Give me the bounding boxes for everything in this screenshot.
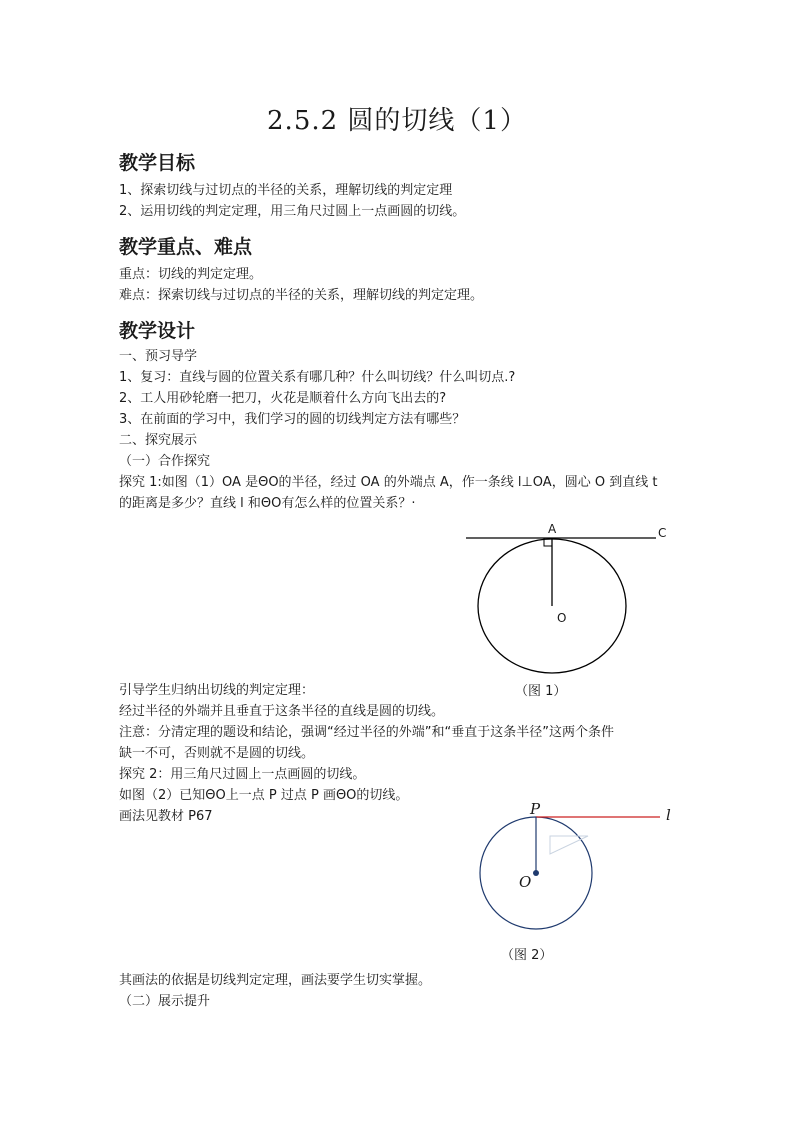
body-line: 3、在前面的学习中，我们学习的圆的切线判定方法有哪些？ [119, 412, 466, 427]
label-a: A [548, 522, 557, 536]
body-line: 2、工人用砂轮磨一把刀，火花是顺着什么方向飞出去的? [119, 391, 447, 406]
body-line: 注意：分清定理的题设和结论，强调“经过半径的外端”和“垂直于这条半径”这两个条件 [119, 725, 614, 740]
figure-2-diagram [470, 800, 670, 940]
body-line: 1、复习：直线与圆的位置关系有哪几种？什么叫切线？什么叫切点.? [119, 370, 516, 385]
body-line: 一、预习导学 [119, 349, 198, 364]
body-line: 探究 1:如图（1）OA 是ΘO的半径，经过 OA 的外端点 A，作一条线 l⊥OA，圆心 O 到直线 t [119, 475, 658, 490]
label-p: P [530, 800, 541, 818]
body-line: 画法见教材 P67 [119, 809, 213, 824]
heading-design: 教学设计 [119, 320, 196, 342]
body-line: 其画法的依据是切线判定定理，画法要学生切实掌握。 [119, 973, 432, 988]
body-line: 经过半径的外端并且垂直于这条半径的直线是圆的切线。 [119, 704, 445, 719]
center-point [533, 870, 539, 876]
body-line: （一）合作探究 [119, 454, 211, 469]
label-l: l [666, 806, 671, 824]
label-o: O [557, 611, 567, 625]
key-point: 重点：切线的判定定理。 [119, 267, 263, 282]
goal-2: 2、运用切线的判定定理，用三角尺过圆上一点画圆的切线。 [119, 204, 466, 219]
figure-1-diagram [460, 520, 680, 680]
body-line: 如图（2）已知ΘO上一点 P 过点 P 画ΘO的切线。 [119, 788, 409, 803]
body-line: 二、探究展示 [119, 433, 198, 448]
set-square [550, 836, 588, 854]
figure-2-caption: （图 2） [501, 948, 553, 963]
body-line: 探究 2：用三角尺过圆上一点画圆的切线。 [119, 767, 366, 782]
label-c: C [658, 526, 667, 540]
body-line: 的距离是多少？直线 l 和ΘO有怎么样的位置关系？· [119, 496, 416, 511]
goal-1: 1、探索切线与过切点的半径的关系，理解切线的判定定理 [119, 183, 453, 198]
heading-goals: 教学目标 [119, 152, 196, 174]
body-line: 引导学生归纳出切线的判定定理： [119, 683, 315, 698]
page-title: 2.5.2 圆的切线（1） [267, 106, 527, 136]
body-line: （二）展示提升 [119, 994, 211, 1009]
difficult-point: 难点：探索切线与过切点的半径的关系，理解切线的判定定理。 [119, 288, 484, 303]
label-o: O [519, 873, 532, 891]
figure-1-caption: （图 1） [515, 684, 567, 699]
body-line: 缺一不可，否则就不是圆的切线。 [119, 746, 315, 761]
heading-key-points: 教学重点、难点 [119, 236, 253, 258]
